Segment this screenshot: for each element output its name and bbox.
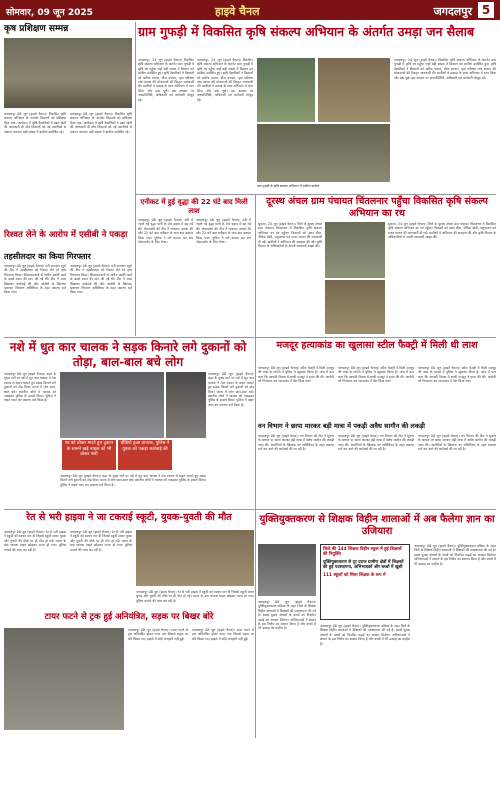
lead-photo-2 <box>318 58 390 122</box>
masthead-bar <box>0 0 500 20</box>
callout-box-2: वीडियो हुआ वायरल, पुलिस ने युवक को पकड़ा कार्रवाई की <box>118 440 172 470</box>
bribe-body-1: जगदलपुर 08 जून (हाइवे चैनल)। एंटी करप्शन ब्यूरो की टीम ने तहसीलदार को रिश्वत लेते रंगे हाथ गिरफ्तार किया। शिकायतकर्ता से जमीन संबंधी कार्य के बदले रकम की मांग की गई थी। टीम ने जाल बिछाकर कार्रवाई की और आरोपी के खिलाफ भ्रष्टाचार निवारण अधिनियम के तहत प्रकरण दर्ज किया गया। <box>4 264 66 295</box>
murder-headline: मजदूर हत्याकांड का खुलासा स्टील फैक्ट्री में मिली थी लाश <box>276 340 478 351</box>
chintalnar-photo-1 <box>325 222 385 278</box>
highlights-box <box>320 544 410 620</box>
chintalnar-body-2: सुकमा, 24 जून (हाइवे चैनल)। जिले के दूरस्थ अंचल ग्राम पंचायत चिंतलनार में विकसित कृषि संकल्प अभियान का रथ पहुँचा। किसानों को उन्नत बीज, जैविक खेती, पशुपालन एवं मत्स्य पालन की जानकारी दी गई। ग्रामीणों ने अभियान की सराहना की और कृषि विभाग के अधिकारियों से अपनी समस्याएँ साझा कीं। <box>388 222 496 240</box>
page-number: 5 <box>478 2 494 18</box>
tyre-photo <box>4 628 124 730</box>
nadi-headline: एनीकट में हुई वृद्धा की 22 घंटे बाद मिली लाश <box>140 198 248 215</box>
bribe-headline: रिश्वत लेने के आरोप में एसीबी ने पकड़ा <box>4 230 128 240</box>
forest-body-3: जगदलपुर 08 जून (हाइवे चैनल)। वन विभाग की टीम ने सूचना के आधार पर छापा मारकर बड़ी मात्रा में अवैध सागौन की लकड़ी जब्त की। आरोपियों के खिलाफ वन अधिनियम के तहत प्रकरण दर्ज कर आगे की कार्रवाई की जा रही है। <box>418 434 496 452</box>
drunk-body-2: जगदलपुर 08 जून (हाइवे चैनल)। शहर के मुख्य मार्ग पर नशे में धुत कार चालक ने तेज रफ्तार से वाहन चलाते हुए सड़क किनारे लगे दुकानों को तोड़ दिया। घटना में लोग बाल-बाल बचे। स्थानीय लोगों ने चालक को पकड़कर पुलिस के हवाले किया। पुलिस ने वाहन जब्त कर प्रकरण दर्ज किया है। <box>208 372 254 407</box>
issue-date: सोमवार, 09 जून 2025 <box>6 8 93 18</box>
tyre-body-2: जगदलपुर 08 जून (हाइवे चैनल)। टायर फटने से ट्रक अनियंत्रित होकर पलट गया जिससे सड़क पर बोरे बिखर गए। हादसे में कोई जनहानि नहीं हुई। <box>192 628 254 641</box>
drunk-headline: नशे में धुत कार चालक ने सड़क किनारे लगे दुकानों को तोड़ा, बाल-बाल बचे लोग <box>9 340 247 369</box>
highlight-3: 111 स्कूलों को मिला शिक्षक के रूप में <box>323 572 386 578</box>
bribe-subtitle: तहसीलदार का किया गिरफ्तार <box>4 252 91 261</box>
sand-headline: रेत से भरी हाइवा ने जा टकराई स्कूटी, युवक-युवती की मौत <box>26 512 232 523</box>
section-rule-3 <box>136 194 496 195</box>
section-rule-2 <box>4 509 496 510</box>
chintalnar-body-1: सुकमा, 24 जून (हाइवे चैनल)। जिले के दूरस्थ अंचल ग्राम पंचायत चिंतलनार में विकसित कृषि संकल्प अभियान का रथ पहुँचा। किसानों को उन्नत बीज, जैविक खेती, पशुपालन एवं मत्स्य पालन की जानकारी दी गई। ग्रामीणों ने अभियान की सराहना की और कृषि विभाग के अधिकारियों से अपनी समस्याएँ साझा कीं। <box>258 222 322 249</box>
lead-headline: ग्राम गुफड़ी में विकसित कृषि संकल्प अभियान के अंतर्गत उमड़ा जन सैलाब <box>138 24 475 39</box>
tyre-headline: टायर फटने से ट्रक हुई अनियंत्रित, सड़क पर बिखर बोरे <box>44 612 214 622</box>
lead-photo-1 <box>257 58 315 122</box>
chintalnar-headline: दूरस्थ अंचल ग्राम पंचायत चिंतलनार पहुँचा विकसित कृषि संकल्प अभियान का रथ <box>266 196 488 219</box>
edu-body-2: जगदलपुर 08 जून (हाइवे चैनल)। युक्तियुक्तकरण प्रक्रिया के तहत जिले के शिक्षक विहीन शालाओं में शिक्षकों की पदस्थापना की गई है। इससे दूरस्थ अंचलों के बच्चों को नियमित पढ़ाई का अवसर मिलेगा। अभिभावकों ने शासन के इस निर्णय का स्वागत किया है और बच्चों में भी उत्साह का माहौल है। <box>258 600 316 631</box>
nadi-body-1: जगदलपुर 08 जून (हाइवे चैनल)। नदी में नहाने गई वृद्धा पानी के तेज बहाव में बह गई थी। गोताखोरों की टीम ने लगातार तलाश की और 22 घंटे बाद एनीकट के पास शव बरामद किया गया। पुलिस ने मर्ग कायम कर शव पोस्टमार्टम के लिए भेजा। <box>138 218 193 245</box>
tyre-body-1: जगदलपुर 08 जून (हाइवे चैनल)। टायर फटने से ट्रक अनियंत्रित होकर पलट गया जिससे सड़क पर बोरे बिखर गए। हादसे में कोई जनहानि नहीं हुई। <box>128 628 188 641</box>
lead-body-2: जगदलपुर, 24 जून (हाइवे चैनल)। विकसित कृषि संकल्प अभियान के अंतर्गत ग्राम गुफड़ी में कृषि रथ पहुँचा जहाँ बड़ी संख्या में किसान एवं ग्रामीण उपस्थित हुए। कृषि वैज्ञानिकों ने किसानों को खरीफ फसल, बीज उपचार, मृदा परीक्षण तथा शासन की योजनाओं की विस्तृत जानकारी दी। ग्रामीणों ने उत्साह के साथ अभियान में भाग लिया और प्रश्न पूछे। इस अवसर पर जनप्रतिनिधि, अधिकारी एवं कर्मचारी मौजूद रहे। <box>197 58 253 102</box>
chintalnar-photo-2 <box>325 280 385 334</box>
kushi-body-2: जगदलपुर 08 जून (हाइवे चैनल)। विकसित कृषि संकल्प अभियान के अंतर्गत किसानों को प्रशिक्षण दिया गया। कार्यक्रम में कृषि वैज्ञानिकों ने उन्नत खेती की जानकारी दी और किसानों को नई तकनीकों से अवगत कराया। बड़ी संख्या में ग्रामीण उपस्थित रहे। <box>70 112 132 134</box>
lead-body-3: जगदलपुर, 24 जून (हाइवे चैनल)। विकसित कृषि संकल्प अभियान के अंतर्गत ग्राम गुफड़ी में कृषि रथ पहुँचा जहाँ बड़ी संख्या में किसान एवं ग्रामीण उपस्थित हुए। कृषि वैज्ञानिकों ने किसानों को खरीफ फसल, बीज उपचार, मृदा परीक्षण तथा शासन की योजनाओं की विस्तृत जानकारी दी। ग्रामीणों ने उत्साह के साथ अभियान में भाग लिया और प्रश्न पूछे। इस अवसर पर जनप्रतिनिधि, अधिकारी एवं कर्मचारी मौजूद रहे। <box>394 58 496 80</box>
kushi-headline: कृष प्रशिक्षण सम्मन्न <box>4 24 69 34</box>
sand-body-1: जगदलपुर 08 जून (हाइवे चैनल)। रेत से भरी हाइवा ने स्कूटी को टक्कर मार दी जिससे स्कूटी सवार युवक और युवती की मौके पर ही मौत हो गई। घटना के बाद चालक वाहन छोड़कर फरार हो गया। पुलिस मामले की जांच कर रही है। <box>4 530 66 552</box>
drunk-photo-2 <box>166 372 206 438</box>
sand-photo <box>136 530 254 586</box>
lead-body-1: जगदलपुर, 24 जून (हाइवे चैनल)। विकसित कृषि संकल्प अभियान के अंतर्गत ग्राम गुफड़ी में कृषि रथ पहुँचा जहाँ बड़ी संख्या में किसान एवं ग्रामीण उपस्थित हुए। कृषि वैज्ञानिकों ने किसानों को खरीफ फसल, बीज उपचार, मृदा परीक्षण तथा शासन की योजनाओं की विस्तृत जानकारी दी। ग्रामीणों ने उत्साह के साथ अभियान में भाग लिया और प्रश्न पूछे। इस अवसर पर जनप्रतिनिधि, अधिकारी एवं कर्मचारी मौजूद रहे। <box>138 58 194 102</box>
section-rule <box>4 337 496 338</box>
lead-caption: ग्राम गुफड़ी के कृषि संकल्प अभियान में शामिल ग्रामीण <box>257 184 320 188</box>
edu-body-1: जगदलपुर 08 जून (हाइवे चैनल)। युक्तियुक्तकरण प्रक्रिया के तहत जिले के शिक्षक विहीन शालाओं में शिक्षकों की पदस्थापना की गई है। इससे दूरस्थ अंचलों के बच्चों को नियमित पढ़ाई का अवसर मिलेगा। अभिभावकों ने शासन के इस निर्णय का स्वागत किया है और बच्चों में भी उत्साह का माहौल है। <box>414 544 496 566</box>
edu-body-3: जगदलपुर 08 जून (हाइवे चैनल)। युक्तियुक्तकरण प्रक्रिया के तहत जिले के शिक्षक विहीन शालाओं में शिक्षकों की पदस्थापना की गई है। इससे दूरस्थ अंचलों के बच्चों को नियमित पढ़ाई का अवसर मिलेगा। अभिभावकों ने शासन के इस निर्णय का स्वागत किया है और बच्चों में भी उत्साह का माहौल है। <box>320 624 410 646</box>
forest-body-2: जगदलपुर 08 जून (हाइवे चैनल)। वन विभाग की टीम ने सूचना के आधार पर छापा मारकर बड़ी मात्रा में अवैध सागौन की लकड़ी जब्त की। आरोपियों के खिलाफ वन अधिनियम के तहत प्रकरण दर्ज कर आगे की कार्रवाई की जा रही है। <box>338 434 414 452</box>
newspaper-name: हाइवे चैनल <box>215 5 260 18</box>
forest-body-1: जगदलपुर 08 जून (हाइवे चैनल)। वन विभाग की टीम ने सूचना के आधार पर छापा मारकर बड़ी मात्रा में अवैध सागौन की लकड़ी जब्त की। आरोपियों के खिलाफ वन अधिनियम के तहत प्रकरण दर्ज कर आगे की कार्रवाई की जा रही है। <box>258 434 334 452</box>
nadi-body-2: जगदलपुर 08 जून (हाइवे चैनल)। नदी में नहाने गई वृद्धा पानी के तेज बहाव में बह गई थी। गोताखोरों की टीम ने लगातार तलाश की और 22 घंटे बाद एनीकट के पास शव बरामद किया गया। पुलिस ने मर्ग कायम कर शव पोस्टमार्टम के लिए भेजा। <box>196 218 251 245</box>
drunk-photo-1 <box>60 372 164 438</box>
drunk-body-1: जगदलपुर 08 जून (हाइवे चैनल)। शहर के मुख्य मार्ग पर नशे में धुत कार चालक ने तेज रफ्तार से वाहन चलाते हुए सड़क किनारे लगे दुकानों को तोड़ दिया। घटना में लोग बाल-बाल बचे। स्थानीय लोगों ने चालक को पकड़कर पुलिस के हवाले किया। पुलिस ने वाहन जब्त कर प्रकरण दर्ज किया है। <box>4 372 56 403</box>
drunk-body-3: जगदलपुर 08 जून (हाइवे चैनल)। शहर के मुख्य मार्ग पर नशे में धुत कार चालक ने तेज रफ्तार से वाहन चलाते हुए सड़क किनारे लगे दुकानों को तोड़ दिया। घटना में लोग बाल-बाल बचे। स्थानीय लोगों ने चालक को पकड़कर पुलिस के हवाले किया। पुलिस ने वाहन जब्त कर प्रकरण दर्ज किया है। <box>60 474 206 487</box>
lead-photo-3 <box>257 124 390 182</box>
edu-photo <box>258 544 316 596</box>
sand-body-2: जगदलपुर 08 जून (हाइवे चैनल)। रेत से भरी हाइवा ने स्कूटी को टक्कर मार दी जिससे स्कूटी सवार युवक और युवती की मौके पर ही मौत हो गई। घटना के बाद चालक वाहन छोड़कर फरार हो गया। पुलिस मामले की जांच कर रही है। <box>70 530 132 552</box>
kushi-photo <box>4 38 132 108</box>
bribe-body-2: जगदलपुर 08 जून (हाइवे चैनल)। एंटी करप्शन ब्यूरो की टीम ने तहसीलदार को रिश्वत लेते रंगे हाथ गिरफ्तार किया। शिकायतकर्ता से जमीन संबंधी कार्य के बदले रकम की मांग की गई थी। टीम ने जाल बिछाकर कार्रवाई की और आरोपी के खिलाफ भ्रष्टाचार निवारण अधिनियम के तहत प्रकरण दर्ज किया गया। <box>70 264 132 295</box>
highlight-2: युक्तियुक्तकरण से दूर दराज ग्रामीण क्षेत्रों में शिक्षकों की हुई पदस्थापना, अभिभावकों और बच्चों में खुशी <box>323 559 404 571</box>
callout-box-1: घर को ठोकर मारते हुए दुकान के सामने खड़े बाइक को भी ठोकर मारी <box>62 440 116 470</box>
column-rule-2 <box>255 194 256 738</box>
edition-city: जगदलपुर <box>433 5 472 18</box>
column-rule <box>135 22 136 336</box>
kushi-body: जगदलपुर 08 जून (हाइवे चैनल)। विकसित कृषि संकल्प अभियान के अंतर्गत किसानों को प्रशिक्षण दिया गया। कार्यक्रम में कृषि वैज्ञानिकों ने उन्नत खेती की जानकारी दी और किसानों को नई तकनीकों से अवगत कराया। बड़ी संख्या में ग्रामीण उपस्थित रहे। <box>4 112 66 134</box>
forest-headline: वन विभाग ने छापा मारकर बड़ी मात्रा में पकड़ी अवैध सागौन की लकड़ी <box>258 422 425 430</box>
murder-body-2: जगदलपुर 08 जून (हाइवे चैनल)। स्टील फैक्ट्री में मिली मजदूर की लाश के मामले में पुलिस ने खुलासा किया है। जांच में पता चला कि आपसी विवाद में साथी मजदूर ने हत्या की थी। आरोपी को गिरफ्तार कर न्यायालय में पेश किया गया। <box>338 366 414 384</box>
murder-body-1: जगदलपुर 08 जून (हाइवे चैनल)। स्टील फैक्ट्री में मिली मजदूर की लाश के मामले में पुलिस ने खुलासा किया है। जांच में पता चला कि आपसी विवाद में साथी मजदूर ने हत्या की थी। आरोपी को गिरफ्तार कर न्यायालय में पेश किया गया। <box>258 366 334 384</box>
sand-body-3: जगदलपुर 08 जून (हाइवे चैनल)। रेत से भरी हाइवा ने स्कूटी को टक्कर मार दी जिससे स्कूटी सवार युवक और युवती की मौके पर ही मौत हो गई। घटना के बाद चालक वाहन छोड़कर फरार हो गया। पुलिस मामले की जांच कर रही है। <box>136 590 254 603</box>
murder-body-3: जगदलपुर 08 जून (हाइवे चैनल)। स्टील फैक्ट्री में मिली मजदूर की लाश के मामले में पुलिस ने खुलासा किया है। जांच में पता चला कि आपसी विवाद में साथी मजदूर ने हत्या की थी। आरोपी को गिरफ्तार कर न्यायालय में पेश किया गया। <box>418 366 496 384</box>
edu-headline: युक्तियुक्तकरण से शिक्षक विहीन शालाओं में अब फैलेगा ज्ञान का उजियारा <box>259 514 495 537</box>
highlight-1: जिले की 144 शिक्षक विहीन स्कूल में हुई शिक्षकों की नियुक्ति <box>323 547 402 558</box>
